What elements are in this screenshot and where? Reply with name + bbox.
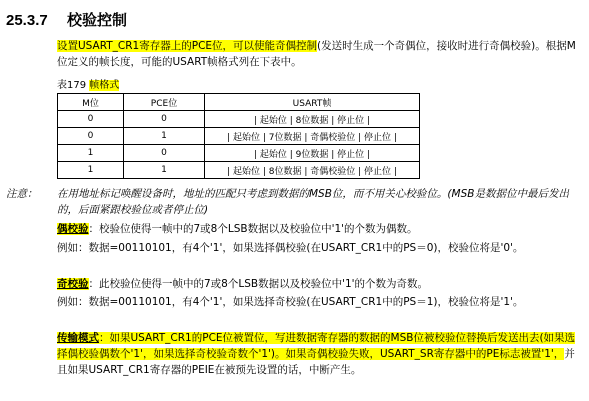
header-usart-frame: USART帧: [205, 94, 420, 111]
cell-m: 1: [58, 162, 124, 179]
section-number: 25.3.7: [6, 12, 48, 29]
odd-parity-desc: ：此校验位使得一帧中的7或8个LSB数据以及校验位中'1'的个数为奇数。: [88, 278, 429, 290]
intro-highlight: 设置USART_CR1寄存器上的PCE位，可以使能奇偶控制: [57, 40, 318, 52]
even-parity-example: 例如：数据=00110101，有4个'1'，如果选择偶校验(在USART_CR1中的PS＝0)，校验位将是'0'。: [57, 242, 524, 254]
table-header-row: [58, 94, 420, 111]
cell-frame: | 起始位 | 7位数据 | 奇偶校验位 | 停止位 |: [205, 128, 420, 145]
cell-frame: | 起始位 | 8位数据 | 奇偶校验位 | 停止位 |: [205, 162, 420, 179]
table-caption: [57, 76, 119, 91]
cell-pce: 1: [124, 162, 205, 179]
header-m-bit: M位: [58, 94, 124, 111]
odd-parity-paragraph: [57, 276, 577, 292]
table-row: [58, 162, 420, 179]
cell-m: 0: [58, 128, 124, 145]
cell-pce: 0: [124, 111, 205, 128]
note-text: 在用地址标记唤醒设备时，地址的匹配只考虑到数据的MSB位，而不用关心校验位。(MSB是数据位中最后发出的，后面紧跟校验位或者停止位): [57, 188, 569, 216]
cell-pce: 1: [124, 128, 205, 145]
even-parity-desc: ：校验位使得一帧中的7或8个LSB数据以及校验位中'1'的个数为偶数。: [88, 223, 418, 235]
frame-format-table: [57, 93, 420, 179]
even-parity-paragraph: [57, 221, 577, 237]
odd-parity-title: 奇校验: [57, 278, 89, 290]
cell-pce: 0: [124, 145, 205, 162]
cell-frame: | 起始位 | 8位数据 | 停止位 |: [205, 111, 420, 128]
transmit-paragraph: [57, 330, 577, 378]
transmit-title: 传输模式: [57, 332, 99, 344]
table-row: [58, 128, 420, 145]
cell-m: 1: [58, 145, 124, 162]
table-row: [58, 111, 420, 128]
even-parity-title: 偶校验: [57, 223, 89, 235]
cell-frame: | 起始位 | 9位数据 | 停止位 |: [205, 145, 420, 162]
table-row: [58, 145, 420, 162]
section-title: 校验控制: [67, 12, 128, 29]
cell-m: 0: [58, 111, 124, 128]
odd-parity-example: 例如：数据=00110101，有4个'1'，如果选择奇校验(在USART_CR1中的PS＝1)，校验位将是'1'。: [57, 296, 524, 308]
table-caption-number: 表179: [57, 80, 87, 91]
transmit-text: 并且如果USART_CR1寄存器的PEIE在被预先设置的话，中断产生。: [57, 348, 575, 376]
table-caption-title: 帧格式: [89, 80, 120, 91]
transmit-highlight: ：如果USART_CR1的PCE位被置位，写进数据寄存器的数据的MSB位被校验位替换后发送出去(如果选择偶校验偶数个'1'，如果选择奇校验奇数个'1')。如果奇偶校验失败，USART_SR寄存器中的PE标志被置'1'，: [57, 332, 576, 360]
intro-paragraph: [57, 38, 577, 70]
section-heading: [6, 9, 127, 30]
intro-text: (发送时生成一个奇偶位，接收时进行奇偶校验)。根据M位定义的帧长度，可能的USART帧格式列在下表中。: [57, 40, 576, 68]
note-label: 注意：: [6, 188, 38, 200]
header-pce-bit: PCE位: [124, 94, 205, 111]
